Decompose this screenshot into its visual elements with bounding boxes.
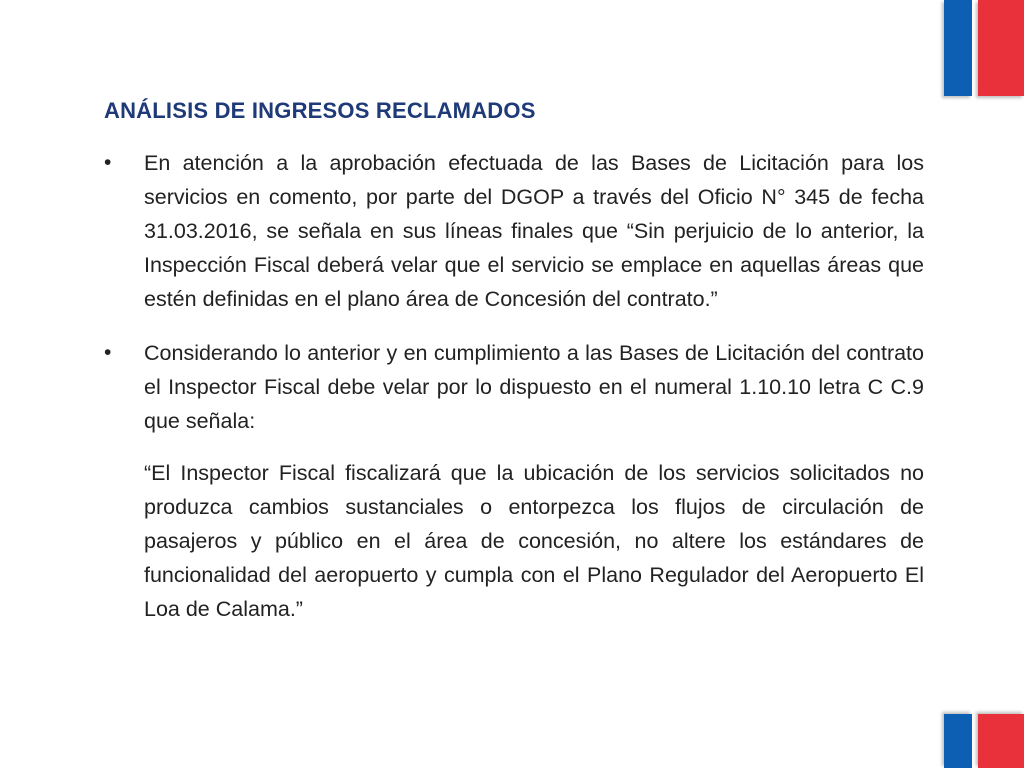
- top-flag-blue-stripe: [944, 0, 972, 96]
- bullet-text: En atención a la aprobación efectuada de las Bases de Licitación para los servicios en comento, por parte del DGOP a través del Oficio N° 345 de fecha 31.03.2016, se señala en sus líneas finales que “Sin perjuicio de lo anterior, la Inspección Fiscal deberá velar que el servicio se emplace en aquellas áreas que estén definidas en el plano área de Concesión del contrato.”: [144, 151, 924, 311]
- bullet-item: [104, 146, 924, 316]
- slide-content: [104, 98, 924, 626]
- bottom-flag-decoration: [944, 714, 1024, 768]
- bottom-flag-red-stripe: [978, 714, 1024, 768]
- top-flag-decoration: [944, 0, 1024, 96]
- quoted-text: “El Inspector Fiscal fiscalizará que la ubicación de los servicios solicitados no produzca cambios sustanciales o entorpezca los flujos de circulación de pasajeros y público en el área de concesión, no altere los estándares de funcionalidad del aeropuerto y cumpla con el Plano Regulador del Aeropuerto El Loa de Calama.”: [144, 461, 924, 621]
- bullet-text: Considerando lo anterior y en cumplimiento a las Bases de Licitación del contrato el Inspector Fiscal debe velar por lo dispuesto en el numeral 1.10.10 letra C C.9 que señala:: [144, 341, 924, 433]
- top-flag-red-stripe: [978, 0, 1024, 96]
- slide-title: ANÁLISIS DE INGRESOS RECLAMADOS: [104, 98, 536, 123]
- bullet-item: [104, 336, 924, 438]
- bottom-flag-blue-stripe: [944, 714, 972, 768]
- bullet-marker: •: [104, 151, 112, 174]
- bullet-marker: •: [104, 341, 112, 364]
